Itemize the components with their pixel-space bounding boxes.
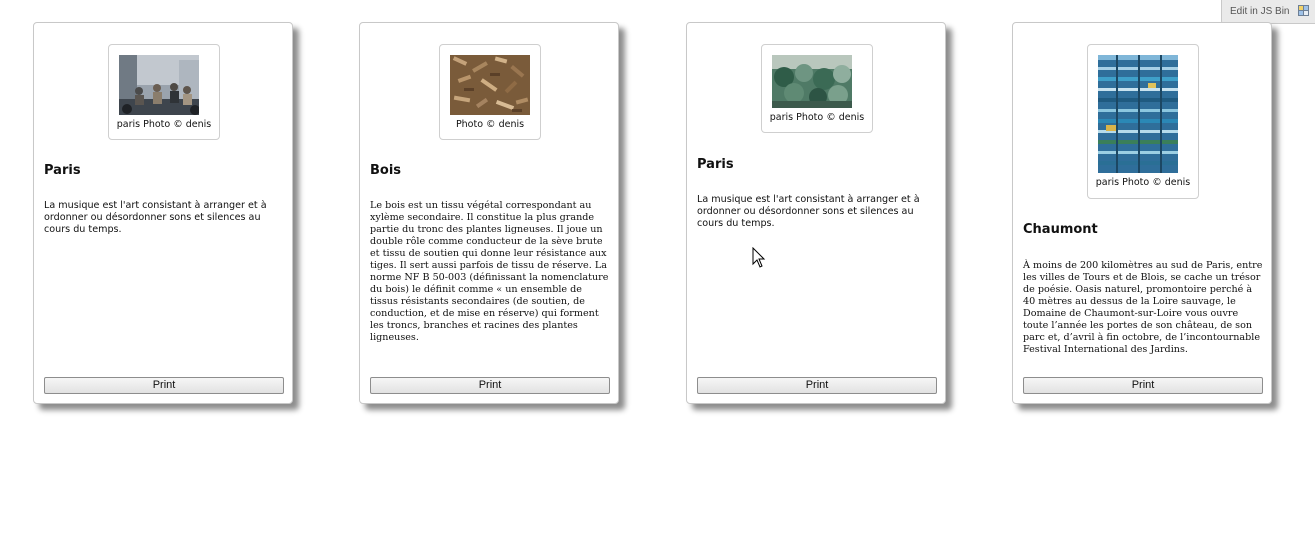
card-title: Paris xyxy=(44,163,81,178)
card-text: La musique est l'art consistant à arranger et à ordonner ou désordonner sons et silences au cours du temps. xyxy=(697,194,920,229)
photo-caption: paris Photo © denis xyxy=(1095,177,1191,188)
card-title: Paris xyxy=(697,157,734,172)
garden-installation-photo xyxy=(1098,55,1178,173)
photo-figure xyxy=(761,44,873,133)
edit-in-jsbin-button[interactable] xyxy=(1221,0,1315,24)
photo-caption: paris Photo © denis xyxy=(116,119,212,130)
photo-figure xyxy=(1087,44,1199,199)
photo-figure xyxy=(108,44,220,140)
print-button[interactable]: Print xyxy=(44,377,284,394)
card-text: La musique est l'art consistant à arranger et à ordonner ou désordonner sons et silences au cours du temps. xyxy=(44,200,267,235)
card-paris-2 xyxy=(686,22,946,404)
photo-caption: paris Photo © denis xyxy=(769,112,865,123)
wood-chips-photo xyxy=(450,55,530,115)
print-button[interactable]: Print xyxy=(370,377,610,394)
card-title: Bois xyxy=(370,163,402,178)
card-paris-1 xyxy=(33,22,293,404)
card-chaumont xyxy=(1012,22,1272,404)
card-title: Chaumont xyxy=(1023,222,1098,237)
forest-photo xyxy=(772,55,852,108)
photo-caption: Photo © denis xyxy=(455,119,525,130)
card-text: À moins de 200 kilomètres au sud de Paris, entre les villes de Tours et de Blois, se cache un trésor de poésie. Oasis naturel, promontoire perché à 40 mètres au dessus de la Loire sauvage, le Domaine de Chaumont-sur-Loire vous ouvre toute l’année les portes de son château, de son parc et, d’avril à fin octobre, de l’incontournable Festival International des Jardins. xyxy=(1023,260,1263,355)
card-text: Le bois est un tissu végétal correspondant au xylème secondaire. Il constitue la plus grande partie du tronc des plantes ligneuses. Il joue un double rôle comme conducteur de la sève brute et tissu de soutien qui donne leur résistance aux tiges. Il sert aussi parfois de tissu de réserve. La norme NF B 50-003 (définissant la nomenclature du bois) le définit comme « un ensemble de tissus résistants secondaires (de soutien, de conduction, et de mise en réserve) qui forment les troncs, branches et racines des plantes ligneuses. xyxy=(370,200,609,343)
card-bois xyxy=(359,22,619,404)
jsbin-logo-icon xyxy=(1298,5,1309,16)
concert-photo xyxy=(119,55,199,115)
mouse-cursor-icon xyxy=(752,247,766,269)
photo-figure xyxy=(439,44,541,140)
print-button[interactable]: Print xyxy=(1023,377,1263,394)
print-button[interactable]: Print xyxy=(697,377,937,394)
jsbin-label: Edit in JS Bin xyxy=(1230,6,1290,17)
